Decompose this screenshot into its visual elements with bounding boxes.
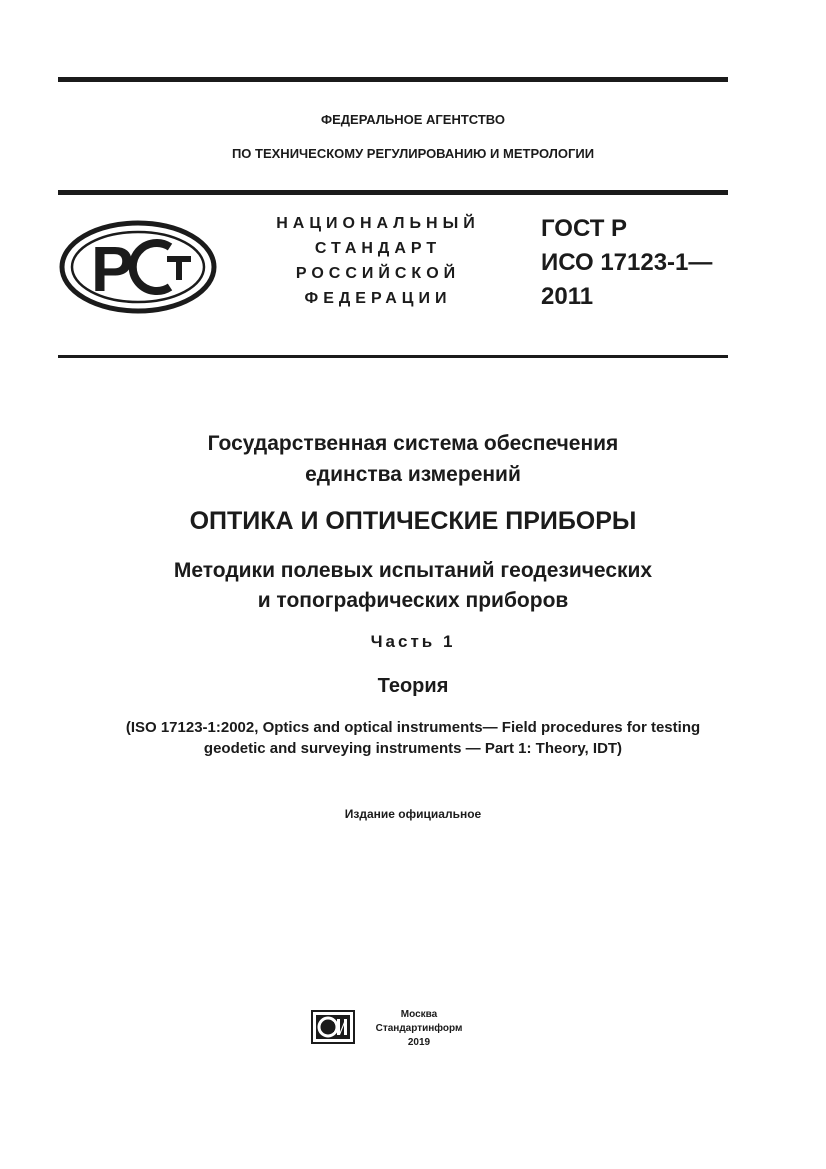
publisher-city: Москва bbox=[400, 1009, 438, 1020]
part-number: Часть 1 bbox=[370, 632, 456, 651]
edition-label: Издание официальное bbox=[344, 807, 482, 821]
designation-line-3: 2011 bbox=[541, 283, 594, 310]
rst-logo bbox=[57, 218, 219, 316]
subtitle-line-1: Методики полевых испытаний геодезических bbox=[173, 559, 653, 582]
agency-line-1: ФЕДЕРАЛЬНОЕ АГЕНТСТВО bbox=[321, 112, 505, 127]
series-title-line-2: единства измерений bbox=[305, 463, 521, 486]
top-rule bbox=[58, 77, 728, 82]
middle-rule bbox=[58, 355, 728, 358]
standartinform-logo bbox=[311, 1010, 355, 1044]
agency-line-2: ПО ТЕХНИЧЕСКОМУ РЕГУЛИРОВАНИЮ И МЕТРОЛОГИИ bbox=[231, 146, 595, 161]
publisher-name: Стандартинформ bbox=[375, 1023, 463, 1034]
header-rule bbox=[58, 190, 728, 195]
designation-line-1: ГОСТ Р bbox=[541, 215, 628, 242]
iso-reference-line-2: geodetic and surveying instruments — Part 1: Theory, IDT) bbox=[203, 740, 623, 757]
standard-word-4: ФЕДЕРАЦИИ bbox=[304, 290, 452, 307]
part-title: Теория bbox=[377, 675, 449, 697]
iso-reference-line-1: (ISO 17123-1:2002, Optics and optical instruments— Field procedures for testing bbox=[125, 719, 701, 736]
publisher-year: 2019 bbox=[407, 1037, 431, 1048]
main-title: ОПТИКА И ОПТИЧЕСКИЕ ПРИБОРЫ bbox=[189, 507, 637, 535]
designation-line-2: ИСО 17123-1— bbox=[541, 249, 713, 276]
svg-text:Р: Р bbox=[91, 233, 134, 305]
series-title-line-1: Государственная система обеспечения bbox=[207, 432, 619, 455]
subtitle-line-2: и топографических приборов bbox=[257, 589, 569, 612]
standard-word-2: СТАНДАРТ bbox=[314, 240, 442, 257]
standard-word-1: НАЦИОНАЛЬНЫЙ bbox=[276, 215, 480, 232]
standard-word-3: РОССИЙСКОЙ bbox=[295, 265, 461, 282]
